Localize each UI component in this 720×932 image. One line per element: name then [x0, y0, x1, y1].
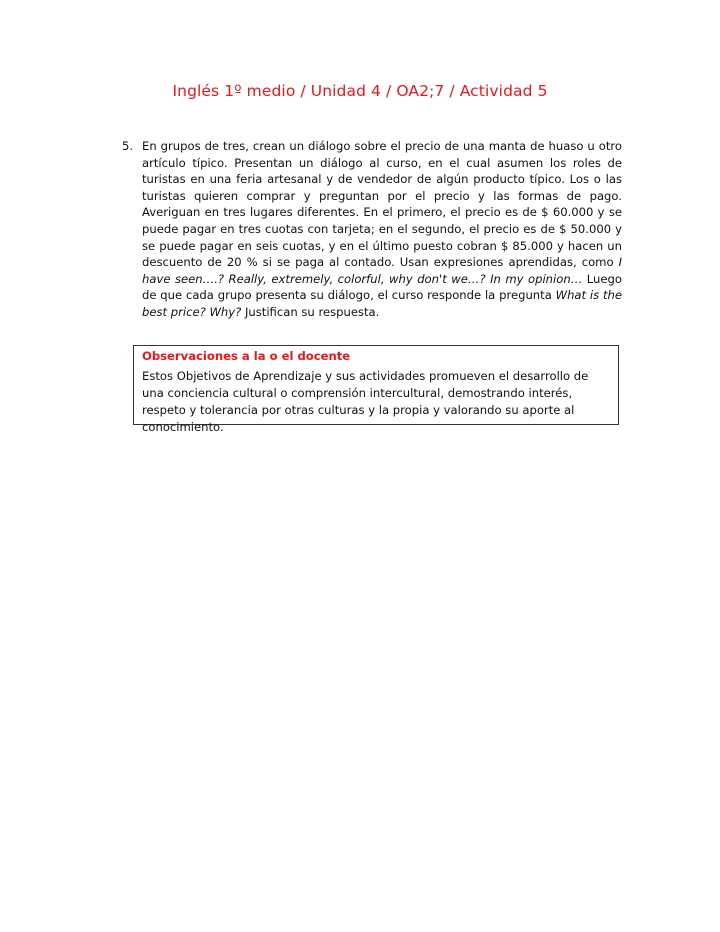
activity-text: [142, 138, 622, 321]
activity-text-part2: Luego de que cada grupo presenta su diálogo, el curso responde la pregunta: [142, 271, 622, 303]
activity-question: What is the best price? Why?: [142, 288, 622, 319]
observations-title: Observaciones a la o el docente: [142, 349, 351, 363]
activity-text-part1: En grupos de tres, crean un diálogo sobre el precio de una manta de huaso u otro artículo típico. Presentan un diálogo al curso, en el cual asumen los roles de turistas en una feria artesanal y de vendedor de algún producto típico. Los o las turistas quieren comprar y preguntan por el precio y las formas de pago. Averiguan en tres lugares diferentes. En el primero, el precio es de $ 60.000 y se puede pagar en tres cuotas con tarjeta; en el segundo, el precio es de $ 50.000 y se puede pagar en seis cuotas, y en el último puesto cobran $ 85.000 y hacen un descuento de 20 % si se paga al contado. Usan expresiones aprendidas, como: [142, 139, 622, 270]
activity-item: [122, 138, 622, 321]
activity-number: 5.: [122, 139, 134, 153]
page-title: Inglés 1º medio / Unidad 4 / OA2;7 / Actividad 5: [172, 82, 548, 100]
activity-text-part3: Justifican su respuesta.: [244, 304, 380, 319]
observations-box: [133, 345, 619, 434]
observations-body: Estos Objetivos de Aprendizaje y sus actividades promueven el desarrollo de una conciencia cultural o comprensión intercultural, demostrando interés, respeto y tolerancia por otras culturas y la propia y valorando su aporte al conocimiento.: [142, 369, 589, 434]
activity-expressions: I have seen….? Really, extremely, colorful, why don't we…? In my opinion…: [142, 255, 622, 286]
